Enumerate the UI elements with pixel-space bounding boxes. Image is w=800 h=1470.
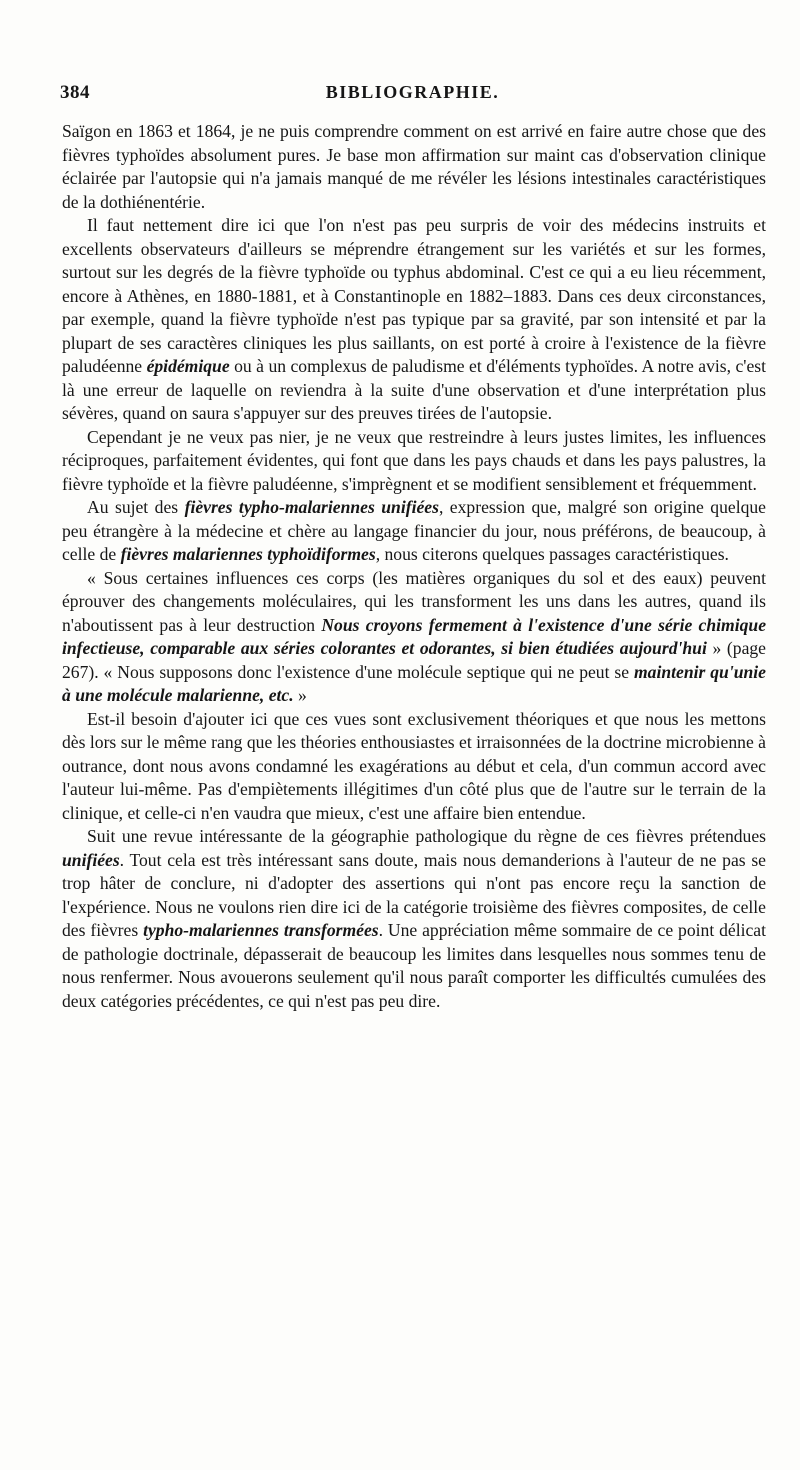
italic-text: épidémique [146, 356, 230, 376]
text-segment: Saïgon en 1863 et 1864, je ne puis comprendre comment on est arrivé en faire autre chose que des fièvres typhoïdes absolument pures. Je base mon affirmation sur maint cas d'observation clinique éclairée par l'autopsie qui n'a jamais manqué de me révéler les lésions intestinales caractéristiques de la dothiénentérie. [62, 121, 766, 212]
text-segment: . Tout cela est très intéressant sans doute, mais nous demanderions à l'auteur de ne pas se trop hâter de conclure, ni d'adopter des assertions qui n'ont pas encore reçu la sanction de l'expérience. Nous ne voulons rien dire ici de la catégorie troisième des fièvres composites, de celle des fièvres [62, 849, 766, 940]
text-segment: » [293, 685, 307, 705]
text-segment: « Sous certaines influences ces corps (les matières organiques du sol et des eaux) peuvent éprouver des changements moléculaires, qui les transforment les uns dans les autres, quand ils n'aboutissent pas à leur destruction [62, 567, 766, 635]
italic-text: Nous croyons fermement à l'existence d'une série chimique infectieuse, comparable aux séries colorantes et odorantes, si bien étudiées aujourd'hui [62, 614, 767, 658]
text-segment: ou à un complexus de paludisme et d'éléments typhoïdes. A notre avis, c'est là une erreur de laquelle on reviendra à la suite d'une observation et d'une interprétation plus sévères, quand on saura s'appuyer sur des preuves tirées de l'autopsie. [62, 356, 766, 423]
paragraph [62, 120, 766, 214]
paragraph [62, 708, 766, 826]
italic-text: maintenir qu'unie à une molécule malarienne, etc. [62, 661, 766, 705]
text-segment: . Une appréciation même sommaire de ce point délicat de pathologie doctrinale, dépasserait de beaucoup les limites dans lesquelles nous sommes tenu de nous renfermer. Nous avouerons seulement qu'il nous paraît comporter les difficultés cumulées des deux catégories précédentes, ce qui n'est pas peu dire. [62, 920, 766, 1011]
text-segment: , nous citerons quelques passages caractéristiques. [375, 544, 729, 564]
text-segment: , expression que, malgré son origine quelque peu étrangère à la médecine et chère au langage financier du jour, nous préférons, de beaucoup, à celle de [62, 497, 766, 564]
paragraph [62, 496, 766, 567]
italic-text: typho-malariennes transformées [143, 920, 379, 940]
page-header [60, 82, 765, 106]
text-segment: Au sujet des [87, 497, 185, 517]
text-segment: Il faut nettement dire ici que l'on n'est pas peu surpris de voir des médecins instruits et excellents observateurs d'ailleurs se méprendre étrangement sur les variétés et sur les formes, surtout sur les degrés de la fièvre typhoïde ou typhus abdominal. C'est ce qui a eu lieu récemment, encore à Athènes, en 1880-1881, et à Constantinople en 1882–1883. Dans ces deux circonstances, par exemple, quand la fièvre typhoïde n'est pas typique par sa gravité, par son intensité et par la plupart de ses caractères cliniques les plus saillants, on est porté à croire à l'existence de la fièvre paludéenne [62, 215, 766, 376]
paragraph [62, 214, 766, 426]
text-segment: Suit une revue intéressante de la géographie pathologique du règne de ces fièvres prétendues [87, 826, 766, 846]
italic-text: fièvres typho-malariennes unifiées [184, 497, 439, 517]
paragraph [62, 825, 766, 1013]
paragraph [62, 426, 766, 497]
text-segment: » (page 267). « Nous supposons donc l'existence d'une molécule septique qui ne peut se [62, 638, 766, 682]
text-segment: Est-il besoin d'ajouter ici que ces vues sont exclusivement théoriques et que nous les mettons dès lors sur le même rang que les théories enthousiastes et irraisonnées de la doctrine microbienne à outrance, dont nous avons condamné les exagérations au début et cela, d'un commun accord avec l'auteur lui-même. Pas d'empiètements illégitimes d'un côté plus que de l'autre sur le terrain de la clinique, et celle-ci n'en vaudra que mieux, c'est une affaire bien entendue. [62, 708, 766, 823]
italic-text: unifiées [62, 849, 120, 870]
italic-text: fièvres malariennes typhoïdiformes [120, 544, 376, 564]
body-text [62, 120, 766, 1013]
running-head: BIBLIOGRAPHIE. [325, 82, 500, 102]
text-segment: Cependant je ne veux pas nier, je ne veux que restreindre à leurs justes limites, les influences réciproques, parfaitement évidentes, qui font que dans les pays chauds et dans les pays palustres, la fièvre typhoïde et la fièvre paludéenne, s'imprègnent et se modifient sensiblement et fréquemment. [62, 426, 766, 494]
page-number: 384 [60, 82, 90, 103]
paragraph [62, 567, 766, 708]
